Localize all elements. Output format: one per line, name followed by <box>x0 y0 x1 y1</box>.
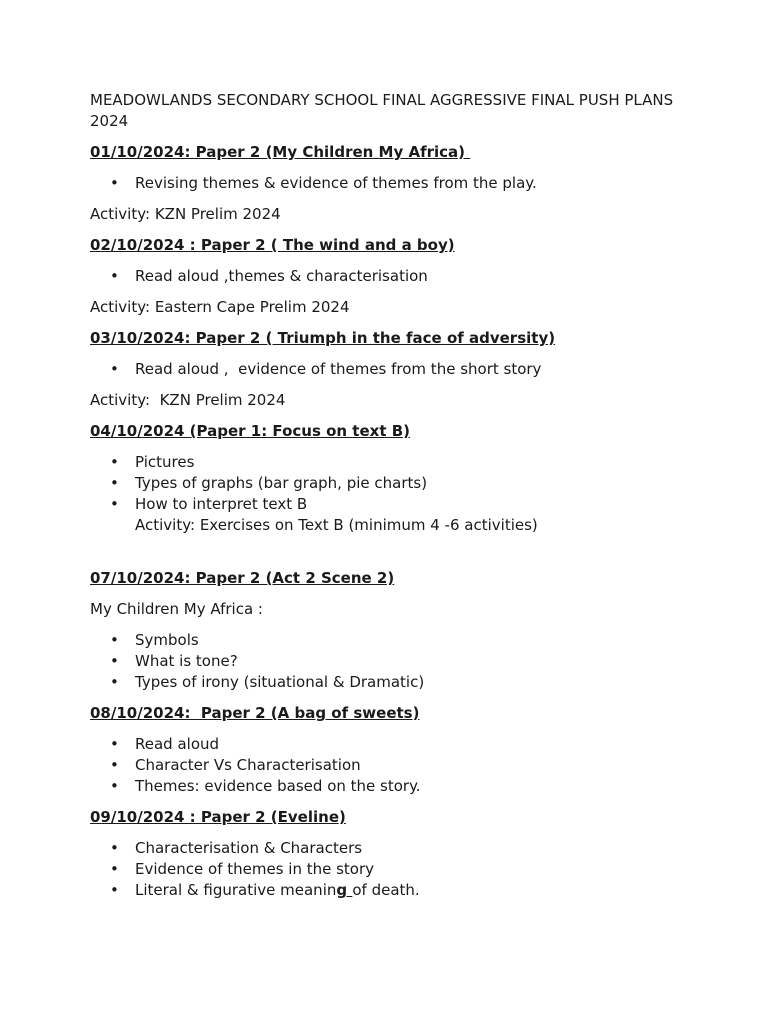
document-title: MEADOWLANDS SECONDARY SCHOOL FINAL AGGRESSIVE FINAL PUSH PLANS 2024 <box>90 91 674 130</box>
bullet-icon: • <box>110 174 119 192</box>
bullet-icon: • <box>110 474 119 492</box>
section-heading: 01/10/2024: Paper 2 (My Children My Africa) <box>90 143 471 161</box>
list-item: • Symbols <box>110 631 199 649</box>
document-page <box>90 90 690 911</box>
list-item: • How to interpret text B <box>110 495 308 513</box>
bullet-icon: • <box>110 881 119 899</box>
bullet-icon: • <box>110 453 119 471</box>
section-heading: 04/10/2024 (Paper 1: Focus on text B) <box>90 422 411 440</box>
activity-line: Activity: Exercises on Text B (minimum 4 -6 activities) <box>135 516 538 534</box>
list-item: • Themes: evidence based on the story. <box>110 777 421 795</box>
bullet-list <box>90 173 690 194</box>
list-item: • Literal & figurative meaning of death. <box>110 881 420 899</box>
section-heading: 02/10/2024 : Paper 2 ( The wind and a boy) <box>90 236 455 254</box>
underlined-fragment: g <box>336 881 353 899</box>
section-heading: 07/10/2024: Paper 2 (Act 2 Scene 2) <box>90 569 395 587</box>
list-item: • What is tone? <box>110 652 238 670</box>
bullet-icon: • <box>110 652 119 670</box>
bullet-icon: • <box>110 860 119 878</box>
bullet-list <box>90 359 690 380</box>
bullet-icon: • <box>110 839 119 857</box>
section-heading: 08/10/2024: Paper 2 (A bag of sweets) <box>90 704 420 722</box>
activity-line: Activity: KZN Prelim 2024 <box>90 205 281 223</box>
list-item: • Read aloud ,themes & characterisation <box>110 267 428 285</box>
bullet-icon: • <box>110 360 119 378</box>
list-item: • Types of irony (situational & Dramatic) <box>110 673 425 691</box>
bullet-icon: • <box>110 631 119 649</box>
bullet-icon: • <box>110 267 119 285</box>
activity-line: Activity: KZN Prelim 2024 <box>90 391 286 409</box>
list-item: • Read aloud <box>110 735 220 753</box>
activity-line: Activity: Eastern Cape Prelim 2024 <box>90 298 350 316</box>
list-item: • Types of graphs (bar graph, pie charts) <box>110 474 428 492</box>
list-item: • Character Vs Characterisation <box>110 756 361 774</box>
list-item: • Characterisation & Characters <box>110 839 363 857</box>
section-heading: 09/10/2024 : Paper 2 (Eveline) <box>90 808 346 826</box>
intro-line: My Children My Africa : <box>90 600 263 618</box>
bullet-list <box>90 452 690 515</box>
bullet-icon: • <box>110 756 119 774</box>
bullet-icon: • <box>110 735 119 753</box>
list-item: • Read aloud , evidence of themes from the short story <box>110 360 542 378</box>
section-heading: 03/10/2024: Paper 2 ( Triumph in the face of adversity) <box>90 329 556 347</box>
list-item: • Pictures <box>110 453 195 471</box>
blank-line <box>90 546 690 568</box>
list-item: • Revising themes & evidence of themes from the play. <box>110 174 537 192</box>
bullet-icon: • <box>110 673 119 691</box>
bullet-icon: • <box>110 777 119 795</box>
list-item: • Evidence of themes in the story <box>110 860 375 878</box>
bullet-list <box>90 266 690 287</box>
bullet-list <box>90 734 690 797</box>
bullet-list <box>90 630 690 693</box>
bullet-list <box>90 838 690 901</box>
bullet-icon: • <box>110 495 119 513</box>
